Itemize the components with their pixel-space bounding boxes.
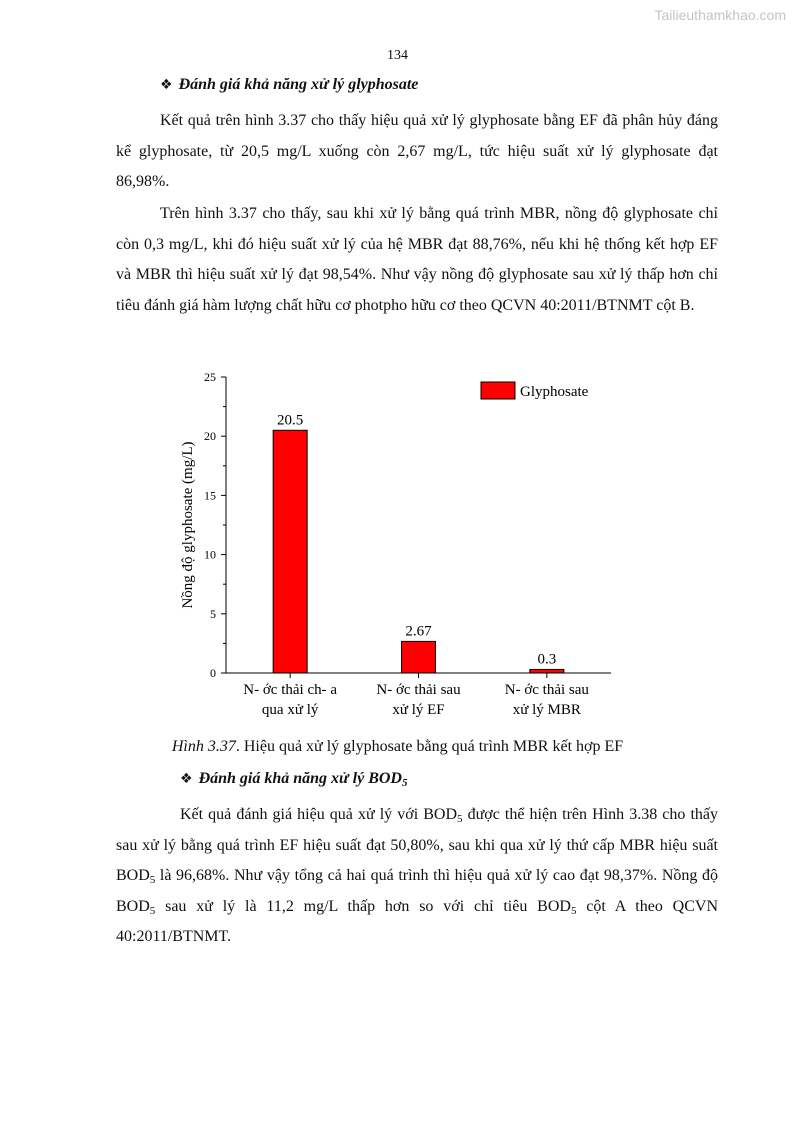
figure-label: Hình 3.37 [171, 738, 236, 755]
page-number: 134 [387, 48, 408, 63]
data-label: 2.67 [405, 623, 432, 640]
glyphosate-bar-chart [170, 365, 640, 730]
x-tick-label: N- ớc thải ch- a [243, 682, 338, 698]
bar-2 [402, 641, 436, 673]
paragraph-text-run: cột A theo QCVN 40:2011/BTNMT. [116, 897, 718, 945]
paragraph-subscript: 5 [457, 813, 463, 825]
y-tick-label: 20 [204, 429, 216, 444]
paragraph-bod5 [116, 800, 718, 953]
watermark: Tailieuthamkhao.com [654, 7, 786, 23]
section-heading-glyphosate [160, 76, 418, 94]
y-axis-label: Nồng độ glyphosate (mg/L) [180, 441, 196, 609]
section-heading-bod5 [180, 770, 407, 788]
legend-label: Glyphosate [520, 384, 589, 400]
bar-3 [530, 669, 564, 673]
figure-caption-text: . Hiệu quả xử lý glyphosate bằng quá trình MBR kết hợp EF [235, 738, 624, 755]
x-tick-label: xử lý EF [392, 702, 445, 718]
y-tick-label: 25 [204, 370, 216, 384]
paragraph-text-run: sau xử lý là 11,2 mg/L thấp hơn so với chỉ tiêu BOD [155, 897, 571, 915]
heading-text: Đánh giá khả năng xử lý BOD [198, 770, 402, 787]
paragraph-subscript: 5 [149, 874, 156, 886]
y-tick-label: 15 [204, 488, 216, 503]
paragraph-text-run: được thể hiện trên Hình 3.38 cho thấy sau xử lý bằng quá trình EF hiệu suất đạt 50,80%, sau khi qua xử lý thứ cấp MBR hiệu suất BOD [116, 806, 718, 884]
paragraph-subscript: 5 [570, 904, 577, 917]
figure-caption [0, 738, 795, 756]
data-label: 0.3 [537, 651, 557, 668]
heading-text: Đánh giá khả năng xử lý glyphosate [178, 76, 419, 93]
x-tick-label: xử lý MBR [512, 702, 581, 718]
bar-1 [273, 430, 307, 673]
diamond-bullet-icon: ❖ [180, 771, 193, 787]
x-tick-label: N- ớc thải sau [376, 682, 461, 698]
x-tick-label: qua xử lý [261, 702, 319, 718]
legend-swatch [481, 382, 515, 399]
data-label: 20.5 [277, 412, 304, 429]
y-tick-label: 0 [210, 666, 216, 680]
diamond-bullet-icon: ❖ [160, 77, 173, 93]
x-tick-label: N- ớc thải sau [504, 682, 589, 698]
paragraph-text-run: Kết quả đánh giá hiệu quả xử lý với BOD [180, 806, 458, 823]
heading-subscript: 5 [401, 777, 408, 789]
y-tick-label: 5 [210, 606, 216, 621]
paragraph-text-run: là 96,68%. Như vậy tổng cả hai quá trình thì hiệu quả xử lý cao đạt 98,37%. Nồng độ BOD [116, 867, 718, 915]
y-tick-label: 10 [204, 547, 216, 562]
paragraph-subscript: 5 [149, 904, 156, 917]
paragraph-glyphosate-mbr: Trên hình 3.37 cho thấy, sau khi xử lý bằng quá trình MBR, nồng độ glyphosate chỉ còn 0,3 mg/L, khi đó hiệu suất xử lý của hệ MBR đạt 88,76%, nếu khi hệ thống kết hợp EF và MBR thì hiệu suất xử lý đạt 98,54%. Như vậy nồng độ glyphosate sau xử lý thấp hơn chỉ tiêu đánh giá hàm lượng chất hữu cơ photpho hữu cơ theo QCVN 40:2011/BTNMT cột B. [116, 205, 718, 314]
paragraph-glyphosate-ef: Kết quả trên hình 3.37 cho thấy hiệu quả xử lý glyphosate bằng EF đã phân hủy đáng kể glyphosate, từ 20,5 mg/L xuống còn 2,67 mg/L, tức hiệu suất xử lý glyphosate đạt 86,98%. [116, 112, 718, 190]
